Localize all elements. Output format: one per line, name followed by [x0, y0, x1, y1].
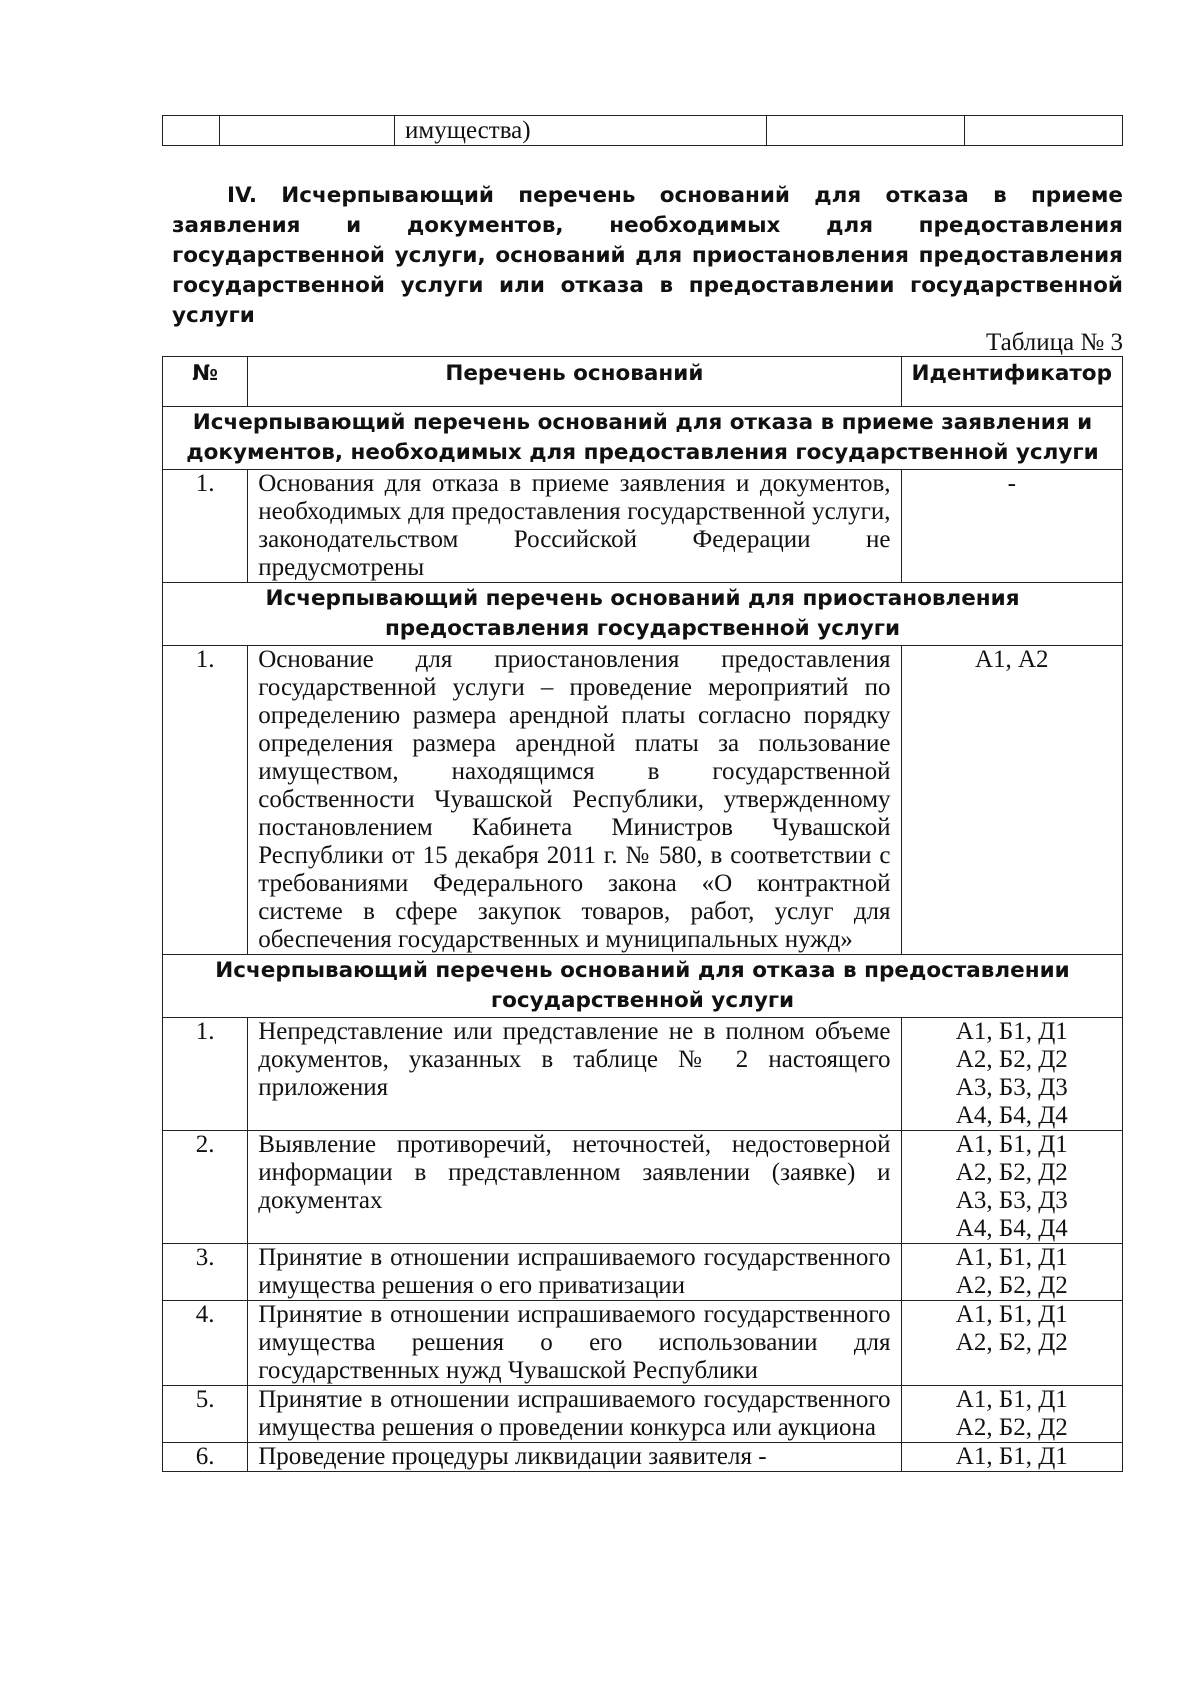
- row-number: 3.: [163, 1244, 248, 1301]
- row-identifiers: [901, 1018, 1122, 1131]
- table-row: [163, 1386, 1123, 1443]
- table-row: [163, 1018, 1123, 1131]
- table-row: [163, 1301, 1123, 1386]
- identifier-line: А3, Б3, Д3: [955, 1187, 1068, 1214]
- table-row: [163, 1244, 1123, 1301]
- identifier-line: А2, Б2, Д2: [955, 1329, 1068, 1356]
- identifier-line: А2, Б2, Д2: [955, 1272, 1068, 1299]
- row-identifiers: [901, 1443, 1122, 1472]
- header-num: №: [163, 357, 248, 407]
- table-cell: [220, 116, 395, 146]
- table-row: [163, 1443, 1123, 1472]
- identifier-line: А2, Б2, Д2: [955, 1046, 1068, 1073]
- row-reason-text: Выявление противоречий, неточностей, недостоверной информации в представленном заявлении (заявке) и документах: [248, 1131, 901, 1244]
- header-identifier: Идентификатор: [901, 357, 1122, 407]
- section-title: Исчерпывающий перечень оснований для отказа в предоставлении государственной услуги: [163, 955, 1123, 1018]
- row-identifiers: [901, 1131, 1122, 1244]
- row-reason-text: Принятие в отношении испрашиваемого государственного имущества решения о его приватизации: [248, 1244, 901, 1301]
- row-number: 1.: [163, 1018, 248, 1131]
- table-row: [163, 1131, 1123, 1244]
- section-row: [163, 407, 1123, 470]
- identifier-line: А4, Б4, Д4: [955, 1215, 1068, 1242]
- row-reason-text: Непредставление или представление не в полном объеме документов, указанных в таблице № 2 настоящего приложения: [248, 1018, 901, 1131]
- row-identifiers: [901, 1301, 1122, 1386]
- identifier-line: А1, Б1, Д1: [955, 1301, 1068, 1328]
- row-identifiers: [901, 646, 1122, 955]
- previous-table-fragment: [162, 115, 1123, 146]
- table-cell: имущества): [395, 116, 767, 146]
- identifier-line: А4, Б4, Д4: [955, 1102, 1068, 1129]
- section-row: [163, 583, 1123, 646]
- section-title: Исчерпывающий перечень оснований для отказа в приеме заявления и документов, необходимых для предоставления государственной услуги: [163, 407, 1123, 470]
- row-identifiers: [901, 470, 1122, 583]
- identifier-line: А1, Б1, Д1: [955, 1018, 1068, 1045]
- identifier-line: А1, Б1, Д1: [955, 1131, 1068, 1158]
- row-number: 1.: [163, 470, 248, 583]
- identifier-line: А1, Б1, Д1: [955, 1244, 1068, 1271]
- section-row: [163, 955, 1123, 1018]
- section-title: Исчерпывающий перечень оснований для приостановления предоставления государственной услуги: [163, 583, 1123, 646]
- table-cell: [965, 116, 1123, 146]
- reasons-table: [162, 356, 1123, 1472]
- table-caption: Таблица № 3: [985, 329, 1123, 356]
- identifier-line: -: [1007, 470, 1016, 497]
- row-number: 1.: [163, 646, 248, 955]
- row-number: 5.: [163, 1386, 248, 1443]
- row-reason-text: Принятие в отношении испрашиваемого государственного имущества решения о его использовании для государственных нужд Чувашской Республики: [248, 1301, 901, 1386]
- section-heading: IV. Исчерпывающий перечень оснований для отказа в приеме заявления и документов, необходимых для предоставления государственной услуги, оснований для приостановления предоставления государственной услуги или отказа в предоставлении государственной услуги: [172, 183, 1123, 328]
- table-row: [163, 470, 1123, 583]
- identifier-line: А2, Б2, Д2: [955, 1159, 1068, 1186]
- identifier-line: А2, Б2, Д2: [955, 1414, 1068, 1441]
- identifier-line: А1, А2: [974, 646, 1049, 673]
- row-number: 6.: [163, 1443, 248, 1472]
- row-reason-text: Основания для отказа в приеме заявления и документов, необходимых для предоставления государственной услуги, законодательством Российской Федерации не предусмотрены: [248, 470, 901, 583]
- table-row: [163, 116, 1123, 146]
- row-reason-text: Проведение процедуры ликвидации заявителя -: [248, 1443, 901, 1472]
- row-reason-text: Принятие в отношении испрашиваемого государственного имущества решения о проведении конкурса или аукциона: [248, 1386, 901, 1443]
- table-row: [163, 646, 1123, 955]
- table-header-row: [163, 357, 1123, 407]
- identifier-line: А1, Б1, Д1: [955, 1443, 1068, 1470]
- table-cell: [163, 116, 220, 146]
- table-cell: [767, 116, 965, 146]
- row-identifiers: [901, 1386, 1122, 1443]
- identifier-line: А3, Б3, Д3: [955, 1074, 1068, 1101]
- row-number: 4.: [163, 1301, 248, 1386]
- row-identifiers: [901, 1244, 1122, 1301]
- row-reason-text: Основание для приостановления предоставления государственной услуги – проведение мероприятий по определению размера арендной платы согласно порядку определения размера арендной платы за пользование имуществом, находящимся в государственной собственности Чувашской Республики, утвержденному постановлением Кабинета Министров Чувашской Республики от 15 декабря 2011 г. № 580, в соответствии с требованиями Федерального закона «О контрактной системе в сфере закупок товаров, работ, услуг для обеспечения государственных и муниципальных нужд»: [248, 646, 901, 955]
- identifier-line: А1, Б1, Д1: [955, 1386, 1068, 1413]
- row-number: 2.: [163, 1131, 248, 1244]
- header-reasons: Перечень оснований: [248, 357, 901, 407]
